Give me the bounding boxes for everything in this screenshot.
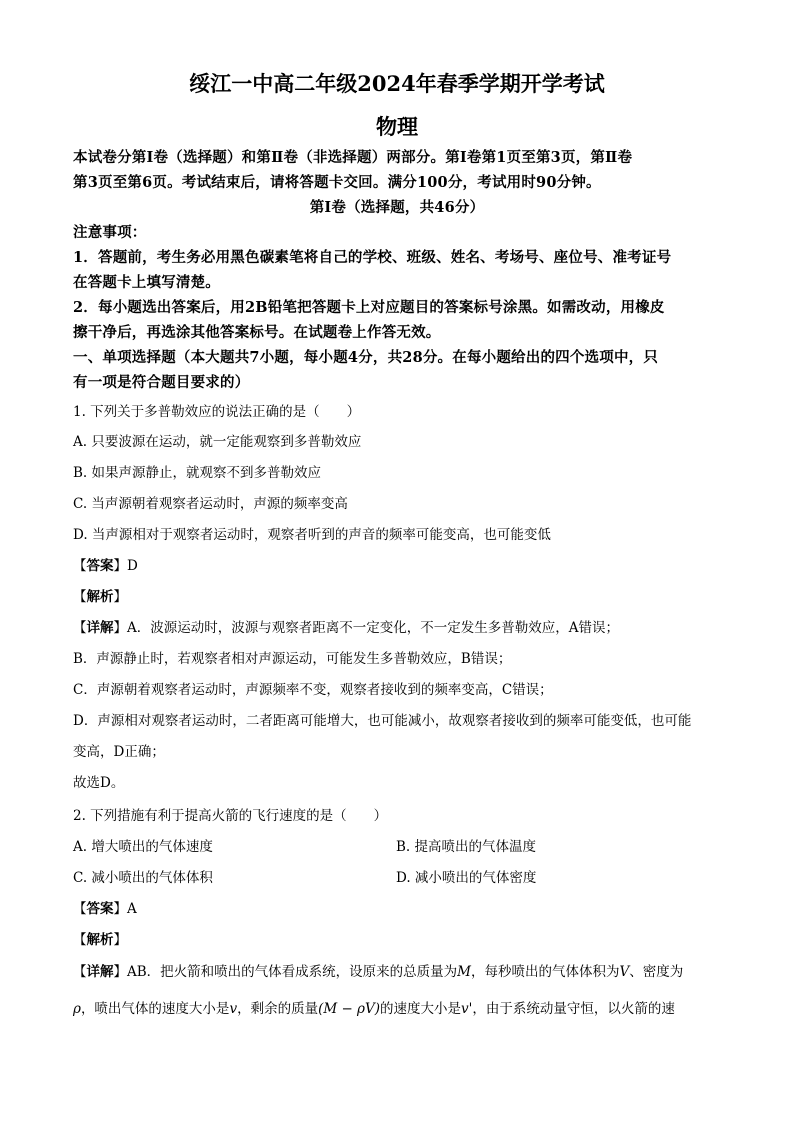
intro-line-2: 第3页至第6页。考试结束后，请将答题卡交回。满分100分，考试用时90分钟。: [73, 174, 601, 191]
q1-answer-value: D: [127, 558, 138, 574]
q2-detail-text-2d: ，由于系统动量守恒，以火箭的速: [472, 1001, 675, 1017]
q1-answer-label: 答案: [86, 558, 114, 574]
q2-detail-line-1: 【详解】AB．把火箭和喷出的气体看成系统，设原来的总质量为M，每秒喷出的气体体积为V、密度为: [73, 964, 684, 980]
q1-option-c: C. 当声源朝着观察者运动时，声源的频率变高: [73, 496, 348, 512]
exam-title: 绥江一中高二年级2024年春季学期开学考试: [189, 71, 605, 96]
symbol-total-mass: M: [457, 964, 471, 980]
q1-option-d: D. 当声源相对于观察者运动时，观察者听到的声音的频率可能变高，也可能变低: [73, 527, 551, 543]
q1-detail-line-3: C．声源朝着观察者运动时，声源频率不变，观察者接收到的频率变高，C错误；: [73, 682, 553, 698]
q1-detail-line-1: 【详解】A．波源运动时，波源与观察者距离不一定变化，不一定发生多普勒效应，A错误；: [73, 620, 619, 636]
symbol-remaining-mass: (M − ρV): [318, 1001, 381, 1017]
q2-option-d: D. 减小喷出的气体密度: [396, 870, 537, 886]
q2-detail-text-1a: AB．把火箭和喷出的气体看成系统，设原来的总质量为: [127, 964, 458, 980]
q1-answer: 【答案】D: [73, 558, 138, 574]
notes-heading: 注意事项：: [73, 224, 147, 241]
q1-analysis-tag: 【解析】: [73, 589, 127, 605]
part-1-heading-line-1: 一、单项选择题（本大题共7小题，每小题4分，共28分。在每小题给出的四个选项中，只: [73, 349, 659, 366]
q1-detail-line-4: D．声源相对观察者运动时，二者距离可能增大，也可能减小，故观察者接收到的频率可能变低，也可能: [73, 713, 692, 729]
symbol-gas-speed: v: [229, 1001, 238, 1017]
q2-detail-text-2b: ，剩余的质量: [237, 1001, 319, 1017]
note-2-line-1: 2．每小题选出答案后，用2B铅笔把答题卡上对应题目的答案标号涂黑。如需改动，用橡皮: [73, 299, 665, 316]
symbol-rocket-speed: v': [461, 1001, 473, 1017]
note-1-line-2: 在答题卡上填写清楚。: [73, 274, 220, 291]
q2-stem: 2. 下列措施有利于提高火箭的飞行速度的是（ ）: [73, 808, 388, 824]
section-heading-1: 第Ⅰ卷（选择题，共46分）: [309, 199, 485, 216]
note-1-line-1: 1．答题前，考生务必用黑色碳素笔将自己的学校、班级、姓名、考场号、座位号、准考证号: [73, 249, 672, 266]
symbol-volume: V: [619, 964, 630, 980]
q1-detail-text-1: A．波源运动时，波源与观察者距离不一定变化，不一定发生多普勒效应，A错误；: [127, 620, 619, 636]
q2-option-c: C. 减小喷出的气体体积: [73, 870, 213, 886]
part-1-heading-line-2: 有一项是符合题目要求的）: [73, 374, 250, 391]
symbol-density: ρ: [73, 1001, 81, 1017]
q1-stem: 1. 下列关于多普勒效应的说法正确的是（ ）: [73, 404, 361, 420]
q2-detail-text-1b: ，每秒喷出的气体体积为: [471, 964, 620, 980]
subject-title: 物理: [376, 114, 418, 139]
q1-detail-line-5: 变高，D正确；: [73, 744, 165, 760]
q2-answer-label: 答案: [86, 901, 114, 917]
q1-detail-line-2: B．声源静止时，若观察者相对声源运动，可能发生多普勒效应，B错误；: [73, 651, 512, 667]
q1-detail-line-6: 故选D。: [73, 775, 125, 791]
q2-answer-value: A: [127, 901, 137, 917]
note-2-line-2: 擦干净后，再选涂其他答案标号。在试题卷上作答无效。: [73, 324, 441, 341]
q2-option-b: B. 提高喷出的气体温度: [396, 839, 537, 855]
q1-analysis-label: 解析: [86, 589, 114, 605]
q1-option-a: A. 只要波源在运动，就一定能观察到多普勒效应: [73, 434, 362, 450]
q2-answer: 【答案】A: [73, 901, 137, 917]
q2-detail-text-2a: ，喷出气体的速度大小是: [80, 1001, 230, 1017]
q1-option-b: B. 如果声源静止，就观察不到多普勒效应: [73, 465, 322, 481]
intro-line-1: 本试卷分第Ⅰ卷（选择题）和第Ⅱ卷（非选择题）两部分。第Ⅰ卷第1页至第3页，第Ⅱ卷: [73, 149, 633, 166]
q2-detail-text-1c: 、密度为: [629, 964, 684, 980]
q2-option-a: A. 增大喷出的气体速度: [73, 839, 213, 855]
q2-analysis-tag: 【解析】: [73, 932, 127, 948]
q2-detail-label: 详解: [86, 964, 114, 980]
q2-detail-text-2c: 的速度大小是: [380, 1001, 462, 1017]
q2-detail-line-2: [73, 997, 675, 1017]
q2-analysis-label: 解析: [86, 932, 114, 948]
q1-detail-label: 详解: [86, 620, 114, 636]
